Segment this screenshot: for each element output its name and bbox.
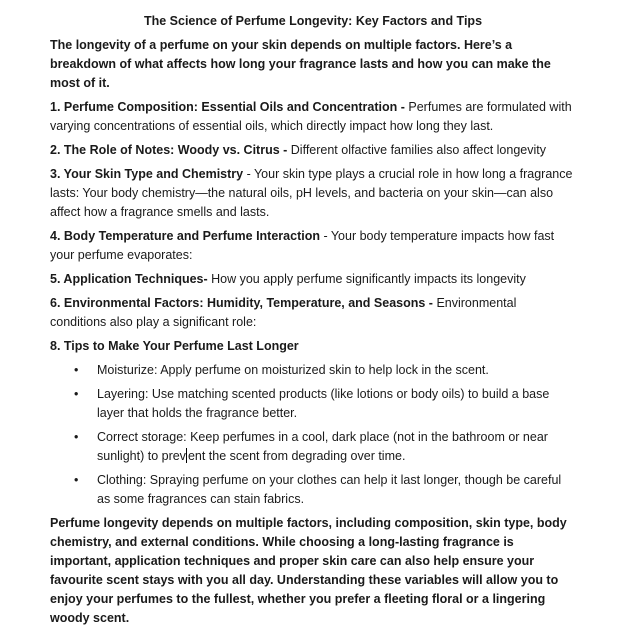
list-item-clothing[interactable]	[50, 471, 576, 509]
list-item-moisturize[interactable]	[50, 361, 576, 380]
section-4-body: - Your body temperature impacts how fast your perfume evaporates:	[50, 229, 555, 262]
list-item-layering[interactable]	[50, 385, 576, 423]
conclusion-paragraph[interactable]: Perfume longevity depends on multiple factors, including composition, skin type, body chemistry, and external conditions. While choosing a long-lasting fragrance is important, application techniques and proper skin care can also help ensure your favourite scent stays with you all day. Understanding these variables will allow you to enjoy your perfumes to the fullest, whether you prefer a fleeting floral or a lingering woody scent.	[50, 516, 567, 625]
section-2-heading: 2. The Role of Notes: Woody vs. Citrus -	[50, 143, 288, 157]
section-2-body: Different olfactive families also affect longevity	[287, 143, 546, 157]
list-item-correct-storage[interactable]	[50, 428, 576, 466]
section-paragraph-1[interactable]	[50, 98, 576, 136]
section-3-heading: 3. Your Skin Type and Chemistry	[50, 167, 244, 181]
section-paragraph-2[interactable]	[50, 141, 576, 160]
section-1-heading: 1. Perfume Composition: Essential Oils and Concentration -	[50, 100, 405, 114]
bullet-text: Layering: Use matching scented products (like lotions or body oils) to build a base layer that holds the fragrance better.	[97, 387, 550, 420]
document-title[interactable]: The Science of Perfume Longevity: Key Factors and Tips	[143, 14, 483, 28]
section-5-heading: 5. Application Techniques-	[50, 272, 208, 286]
section-paragraph-5[interactable]	[50, 270, 576, 289]
section-6-heading: 6. Environmental Factors: Humidity, Temperature, and Seasons -	[50, 296, 433, 310]
intro-paragraph[interactable]: The longevity of a perfume on your skin depends on multiple factors. Here’s a breakdown of what affects how long your fragrance lasts and how you can make the most of it.	[50, 38, 551, 90]
section-6-body: Environmental conditions also play a significant role:	[50, 296, 517, 329]
bullet-text-after-cursor: ent the scent from degrading over time.	[187, 449, 406, 463]
section-1-body: Perfumes are formulated with varying concentrations of essential oils, which directly impact how long they last.	[50, 100, 572, 133]
bullet-text: Clothing: Spraying perfume on your clothes can help it last longer, though be careful as some fragrances can stain fabrics.	[97, 473, 562, 506]
section-5-body: How you apply perfume significantly impacts its longevity	[207, 272, 526, 286]
section-paragraph-3[interactable]	[50, 165, 576, 222]
section-paragraph-6[interactable]	[50, 294, 576, 332]
tips-list	[50, 361, 576, 509]
section-paragraph-4[interactable]	[50, 227, 576, 265]
tips-heading[interactable]: 8. Tips to Make Your Perfume Last Longer	[50, 339, 299, 353]
section-4-heading: 4. Body Temperature and Perfume Interaction	[50, 229, 320, 243]
section-3-body: - Your skin type plays a crucial role in how long a fragrance lasts: Your body chemistry—the natural oils, pH levels, and bacteria on your skin—can also affect how a fragrance smells and lasts.	[50, 167, 573, 219]
bullet-text-before-cursor: Correct storage: Keep perfumes in a cool, dark place (not in the bathroom or near sunlight) to prev	[97, 430, 548, 463]
bullet-text: Moisturize: Apply perfume on moisturized skin to help lock in the scent.	[97, 363, 489, 377]
